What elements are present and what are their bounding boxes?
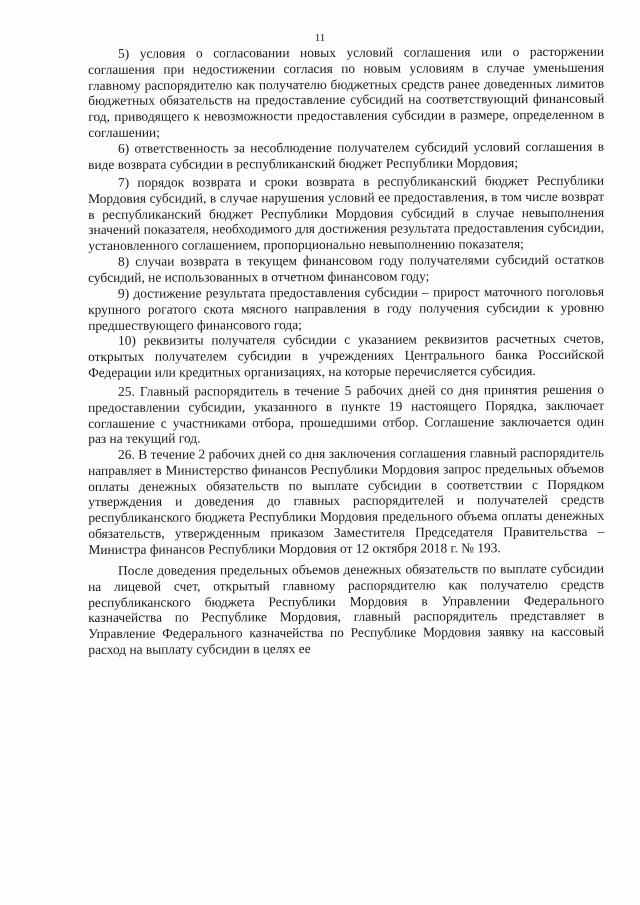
paragraph-item-6: 6) ответственность за несоблюдение получателем субсидий условий соглашения в виде возврата субсидии в республиканский бюджет Республики Мордовия;: [88, 138, 605, 172]
document-body: [88, 43, 605, 657]
paragraph-item-7: 7) порядок возврата и сроки возврата в республиканский бюджет Республики Мордовия субсидий, в случае нарушения условий ее предоставления, в том числе возврат в республиканский бюджет Республики Мордовия субсидий в случае невыполнения значений показателя, необходимого для достижения результата предоставления субсидии, установленного соглашением, пропорционально невыполнению показателя;: [88, 173, 605, 254]
paragraph-item-10: 10) реквизиты получателя субсидии с указанием реквизитов расчетных счетов, открытых получателем субсидии в учреждениях Центрального банка Российской Федерации или кредитных организациях, на которые перечисляется субсидия.: [88, 331, 605, 380]
page-number: 11: [314, 32, 326, 44]
paragraph-item-9: 9) достижение результата предоставления субсидии – прирост маточного поголовья крупного рогатого скота мясного направления в году получения субсидии к уровню предшествующего финансового года;: [88, 283, 605, 333]
paragraph-after-limits: После доведения предельных объемов денежных обязательств по выплате субсидии на лицевой счет, открытый главному распорядителю как получателю средств республиканского бюджета Республики Мордовия в Управлении Федерального казначейства по Республике Мордовия, главный распорядитель представляет в Управление Федерального казначейства по Республике Мордовия заявку на кассовый расход на выплату субсидии в целях ее: [88, 560, 605, 657]
paragraph-clause-26: 26. В течение 2 рабочих дней со дня заключения соглашения главный распорядитель направляет в Министерство финансов Республики Мордовия запрос предельных объемов оплаты денежных обязательств по выплате субсидии в соответствии с Порядком утверждения и доведения до главных распорядителей и получателей средств республиканского бюджета Республики Мордовия предельного объема оплаты денежных обязательств, утвержденным приказом Заместителя Председателя Правительства – Министра финансов Республики Мордовия от 12 октября 2018 г. № 193.: [88, 444, 605, 557]
paragraph-item-8: 8) случаи возврата в текущем финансовом году получателями субсидий остатков субсидий, не использованных в отчетном финансовом году;: [88, 252, 605, 286]
paragraph-item-5: 5) условия о согласовании новых условий соглашения или о расторжении соглашения при недостижении согласия по новым условиям в случае уменьшения главному распорядителю как получателю бюджетных средств ранее доведенных лимитов бюджетных обязательств на предоставление субсидий на соответствующий финансовый год, приводящего к невозможности предоставления субсидии в размере, определенном в соглашении;: [88, 43, 605, 140]
paragraph-clause-25: 25. Главный распорядитель в течение 5 рабочих дней со дня принятия решения о предоставлении субсидии, указанного в пункте 19 настоящего Порядка, заключает соглашение с участниками отбора, прошедшими отбор. Соглашение заключается один раз на текущий год.: [88, 381, 605, 447]
